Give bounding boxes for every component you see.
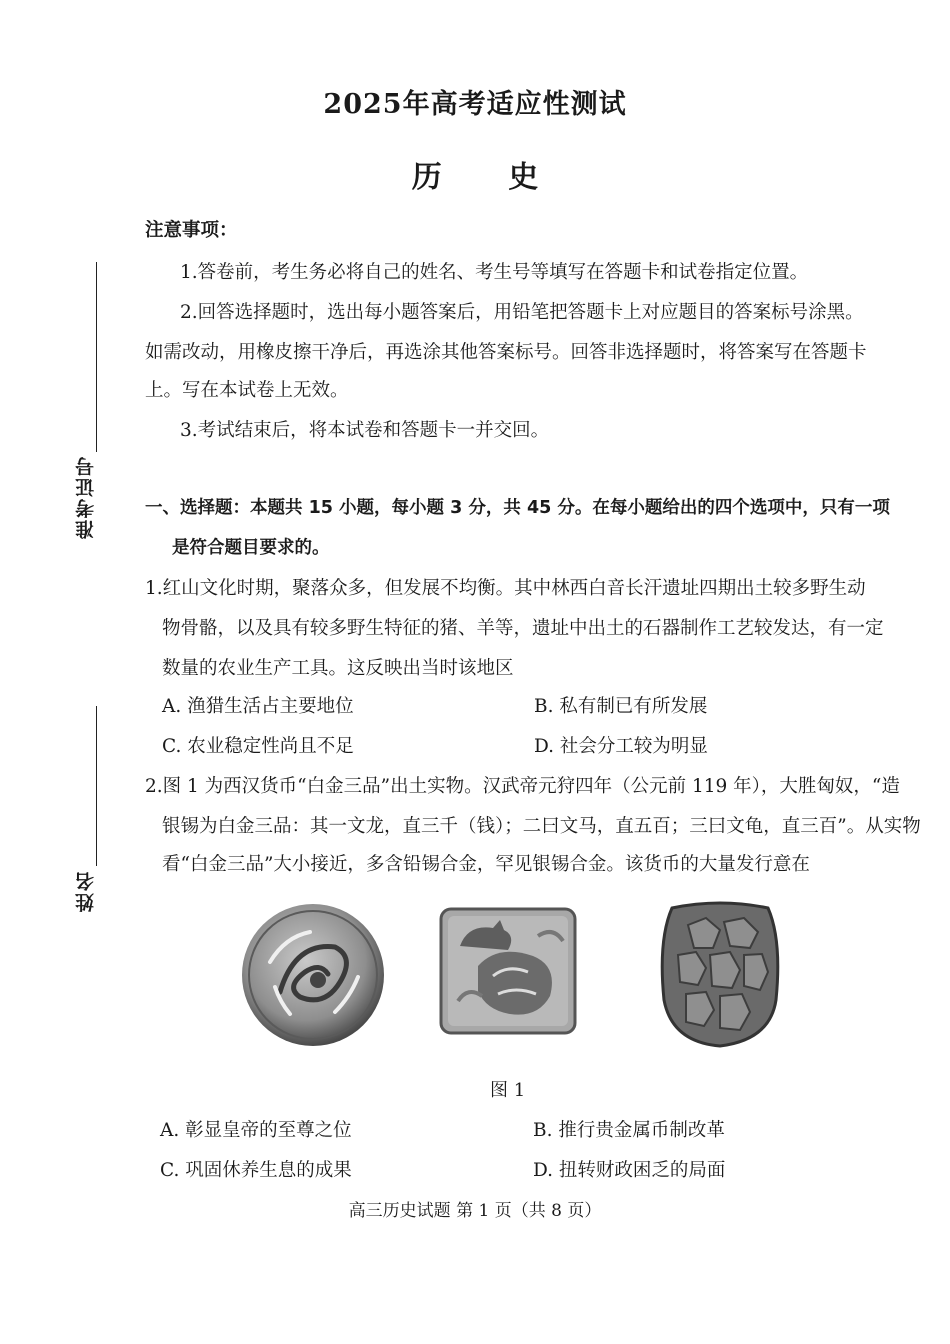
subject-title: 历 史 <box>411 160 567 195</box>
horse-coin-image <box>438 906 578 1036</box>
q1-option-a: A. 渔猎生活占主要地位 <box>162 696 354 717</box>
q1-stem-line-2: 物骨骼，以及具有较多野生特征的猪、羊等，遗址中出土的石器制作工艺较发达，有一定 <box>162 618 884 639</box>
section-1-heading-line-1: 一、选择题：本题共 15 小题，每小题 3 分，共 45 分。在每小题给出的四个选项中，只有一项 <box>145 498 890 518</box>
notice-item-2-line-2: 如需改动，用橡皮擦干净后，再选涂其他答案标号。回答非选择题时，将答案写在答题卡 <box>145 342 867 363</box>
q1-option-d: D. 社会分工较为明显 <box>534 736 708 757</box>
q1-stem-line-3: 数量的农业生产工具。这反映出当时该地区 <box>162 658 514 679</box>
section-1-heading-line-2: 是符合题目要求的。 <box>172 538 330 558</box>
name-write-line <box>96 706 97 866</box>
figure-1-caption: 图 1 <box>490 1080 526 1101</box>
q2-stem-line-2: 银锡为白金三品：其一文龙，直三千（钱）；二曰文马，直五百；三曰文龟，直三百”。从实物 <box>162 816 921 837</box>
figure-1-coins <box>240 900 800 1050</box>
q2-stem-line-3: 看“白金三品”大小接近，多含铅锡合金，罕见银锡合金。该货币的大量发行意在 <box>162 854 810 875</box>
notice-item-1: 1.答卷前，考生务必将自己的姓名、考生号等填写在答题卡和试卷指定位置。 <box>180 262 809 283</box>
dragon-coin-image <box>240 902 386 1048</box>
turtle-coin-image <box>658 900 782 1050</box>
q1-option-b: B. 私有制已有所发展 <box>534 696 708 717</box>
q2-stem-line-1: 2.图 1 为西汉货币“白金三品”出土实物。汉武帝元狩四年（公元前 119 年），大胜匈奴，“造 <box>145 776 900 797</box>
exam-id-label: 准考证号 <box>75 455 97 539</box>
name-label: 姓名 <box>75 870 97 912</box>
exam-id-write-line <box>96 262 97 452</box>
q1-option-c: C. 农业稳定性尚且不足 <box>162 736 354 757</box>
notice-item-3: 3.考试结束后，将本试卷和答题卡一并交回。 <box>180 420 550 441</box>
q1-stem-line-1: 1.红山文化时期，聚落众多，但发展不均衡。其中林西白音长汗遗址四期出土较多野生动 <box>145 578 866 599</box>
page-footer: 高三历史试题 第 1 页（共 8 页） <box>348 1201 602 1221</box>
q2-option-c: C. 巩固休养生息的成果 <box>160 1160 352 1181</box>
q2-option-b: B. 推行贵金属币制改革 <box>533 1120 725 1141</box>
q2-option-a: A. 彰显皇帝的至尊之位 <box>160 1120 352 1141</box>
notice-heading: 注意事项： <box>145 220 238 241</box>
notice-item-2-line-1: 2.回答选择题时，选出每小题答案后，用铅笔把答题卡上对应题目的答案标号涂黑。 <box>180 302 864 323</box>
exam-title: 2025年高考适应性测试 <box>323 89 627 120</box>
notice-item-2-line-3: 上。写在本试卷上无效。 <box>145 380 349 401</box>
q2-option-d: D. 扭转财政困乏的局面 <box>533 1160 726 1181</box>
